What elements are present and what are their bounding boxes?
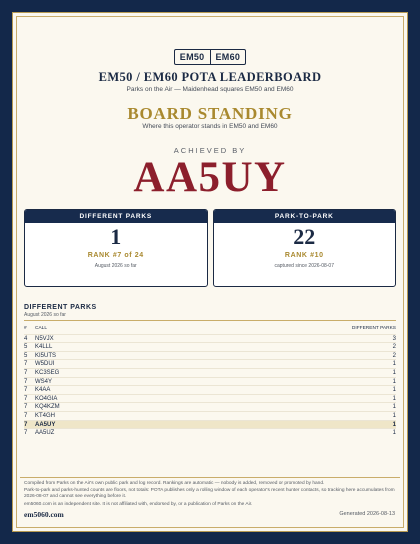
table-row (24, 334, 396, 343)
row-rank: 4 (24, 335, 28, 342)
row-rank: 7 (24, 404, 28, 411)
row-callsign: K4LLL (35, 344, 53, 351)
footer-note-independent: em5060.com is an independent site. It is not affiliated with, endorsed by, or a publication of Parks on the Air. (24, 502, 253, 507)
card-rank: RANK #10 (284, 252, 324, 259)
page-title: EM50 / EM60 POTA LEADERBOARD (98, 70, 322, 84)
card-value: 1 (110, 224, 122, 249)
row-value: 2 (392, 352, 396, 359)
row-value: 1 (392, 387, 396, 394)
card-value: 22 (293, 224, 316, 249)
row-value: 1 (392, 404, 396, 411)
table-row (24, 359, 396, 368)
row-callsign: AA5UZ (35, 430, 55, 437)
table-row (24, 377, 396, 386)
header-rank: # (24, 326, 27, 331)
logo-em60: EM60 (210, 50, 246, 64)
leaderboard-table (24, 325, 396, 437)
row-callsign: KT4GH (35, 412, 56, 419)
row-value: 2 (392, 344, 396, 351)
row-callsign: AA5UY (35, 421, 56, 428)
board-standing-subtitle: Where this operator stands in EM50 and EM60 (142, 123, 278, 130)
logo-em50: EM50 (179, 52, 205, 62)
row-rank: 7 (24, 369, 28, 376)
row-callsign: N5VJX (35, 335, 54, 342)
table-row (24, 394, 396, 403)
grid-logo-box (174, 49, 246, 65)
row-rank: 5 (24, 352, 28, 359)
row-rank: 7 (24, 387, 28, 394)
certificate-frame (12, 12, 408, 532)
stat-cards (24, 209, 396, 287)
page-subtitle: Parks on the Air — Maidenhead squares EM50 and EM60 (126, 86, 294, 93)
row-callsign: KO4GIA (35, 395, 58, 402)
row-value: 1 (392, 421, 396, 428)
row-rank: 7 (24, 430, 28, 437)
header-call: CALL (35, 326, 47, 331)
header-value: DIFFERENT PARKS (351, 326, 396, 331)
card-title: PARK-TO-PARK (214, 210, 396, 223)
table-row-highlighted (24, 420, 396, 429)
stat-card-park-to-park (213, 209, 397, 287)
section-title: DIFFERENT PARKS (24, 304, 97, 311)
row-callsign: WS4Y (35, 378, 53, 385)
row-rank: 7 (24, 361, 28, 368)
row-rank: 7 (24, 412, 28, 419)
table-body (24, 334, 396, 437)
row-callsign: KQ4KZM (35, 404, 60, 411)
board-standing-title: BOARD STANDING (127, 104, 293, 123)
footer-note-compiled: Compiled from Parks on the Air's own public park and log record. Rankings are automatic — nobody is added, removed or promoted by hand. (24, 481, 325, 486)
grid-logo (13, 49, 407, 65)
row-callsign: KI5UTS (35, 352, 57, 359)
row-value: 3 (392, 335, 396, 342)
row-value: 1 (392, 361, 396, 368)
table-row (24, 428, 396, 437)
table-row (24, 385, 396, 394)
table-row (24, 342, 396, 351)
card-rank: RANK #7 of 24 (87, 252, 144, 259)
row-rank: 5 (24, 344, 28, 351)
row-value: 1 (392, 430, 396, 437)
row-value: 1 (392, 378, 396, 385)
row-callsign: W5DUI (35, 361, 55, 368)
row-value: 1 (392, 395, 396, 402)
achieved-by-label: ACHIEVED BY (173, 146, 247, 155)
footer-divider (20, 477, 400, 478)
table-header-row (24, 325, 396, 334)
row-rank: 7 (24, 395, 28, 402)
row-value: 1 (392, 412, 396, 419)
card-note: captured since 2026-08-07 (274, 263, 334, 269)
site-name: em5060.com (24, 510, 64, 519)
row-callsign: K4AA (35, 387, 51, 394)
row-callsign: KC3SEG (35, 369, 60, 376)
generated-date: Generated 2026-08-13 (339, 511, 395, 517)
footer-note-floors: Park-to-park and parks-hunted counts are floors, not totals: POTA publishes only a rolling window of each operator's recent hunter contacts, so tracking here accumulates from 2026-08-07 and cannot see everything before it. (24, 488, 395, 500)
section-divider (24, 320, 396, 321)
table-row (24, 402, 396, 411)
card-note: August 2026 so far (94, 263, 137, 269)
row-rank: 7 (24, 378, 28, 385)
stat-card-different-parks (24, 209, 208, 287)
table-row (24, 351, 396, 360)
section-subtitle: August 2026 so far (24, 312, 66, 318)
table-row (24, 411, 396, 420)
row-value: 1 (392, 369, 396, 376)
operator-callsign: AA5UY (133, 154, 287, 201)
row-rank: 7 (24, 421, 28, 428)
card-title: DIFFERENT PARKS (25, 210, 207, 223)
table-row (24, 368, 396, 377)
